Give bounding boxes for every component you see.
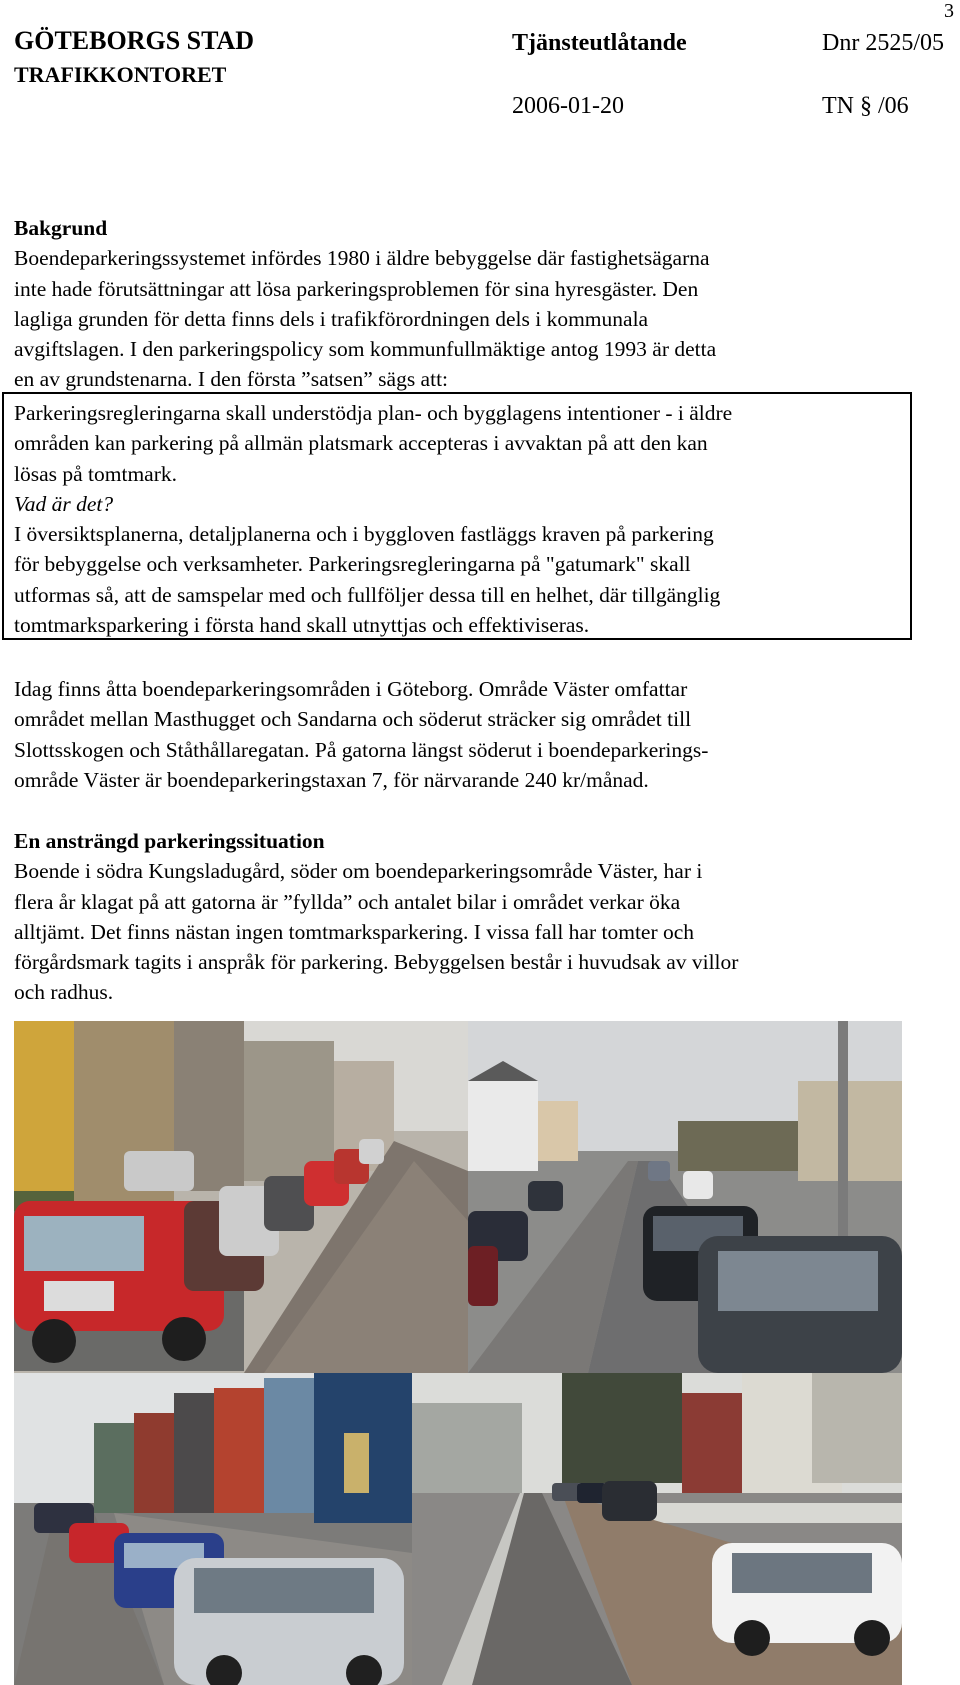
section-heading-background: Bakgrund — [14, 216, 108, 240]
street-photo-3 — [14, 1373, 412, 1685]
areas-paragraph: Idag finns åtta boendeparkeringsområden i Göteborg. Område Väster omfattar området mellan Masthugget och Sandarna och söderut sträcker sig området till Slottsskogen och Ståthållaregatan. På gatorna längst söderut i boendeparkerings- område Väster är boendeparkeringstaxan 7, för närvarande 240 kr/månad. — [14, 677, 709, 792]
page-number: 3 — [944, 0, 954, 22]
street-photo-1 — [14, 1021, 468, 1373]
tn-reference: TN § /06 — [822, 93, 909, 119]
street-photo-4 — [412, 1373, 902, 1685]
section-background — [14, 213, 914, 395]
quote-paragraph-2: I översiktsplanerna, detaljplanerna och i byggloven fastläggs kraven på parkering för bebyggelse och verksamheter. Parkeringsregleringarna på "gatumark" skall utformas så, att de samspelar med och fullföljer dessa till en helhet, där tillgänglig tomtmarksparkering i första hand skall utnyttjas och effektiviseras. — [14, 522, 721, 638]
section-heading-parking: En ansträngd parkeringssituation — [14, 829, 325, 853]
document-type: Tjänsteutlåtande — [512, 30, 687, 56]
street-photo-collage — [14, 1021, 902, 1685]
quote-paragraph-1: Parkeringsregleringarna skall understödja plan- och bygglagens intentioner - i äldre områden kan parkering på allmän platsmark accepteras i avvaktan på att den kan lösas på tomtmark. — [14, 401, 733, 486]
department-name: TRAFIKKONTORET — [14, 62, 227, 87]
street-photo-2 — [468, 1021, 902, 1373]
policy-quote — [14, 398, 914, 640]
section-parking-situation — [14, 826, 914, 1008]
organization-name: GÖTEBORGS STAD — [14, 26, 255, 55]
background-paragraph: Boendeparkeringssystemet infördes 1980 i äldre bebyggelse där fastighetsägarna inte hade förutsättningar att lösa parkeringsproblemen för sina hyresgäster. Den lagliga grunden för detta finns dels i trafikförordningen dels i kommunala avgiftslagen. I den parkeringspolicy som kommunfullmäktige antog 1993 är detta en av grundstenarna. I den första ”satsen” sägs att: — [14, 246, 717, 392]
parking-situation-paragraph: Boende i södra Kungsladugård, söder om boendeparkeringsområde Väster, har i flera år klagat på att gatorna är ”fyllda” och antalet bilar i området verkar öka alltjämt. Det finns nästan ingen tomtmarksparkering. I vissa fall har tomter och förgårdsmark tagits i anspråk för parkering. Bebyggelsen består i huvudsak av villor och radhus. — [14, 859, 739, 1005]
document-date: 2006-01-20 — [512, 93, 624, 119]
diary-number: Dnr 2525/05 — [822, 30, 944, 56]
quote-question: Vad är det? — [14, 491, 114, 516]
